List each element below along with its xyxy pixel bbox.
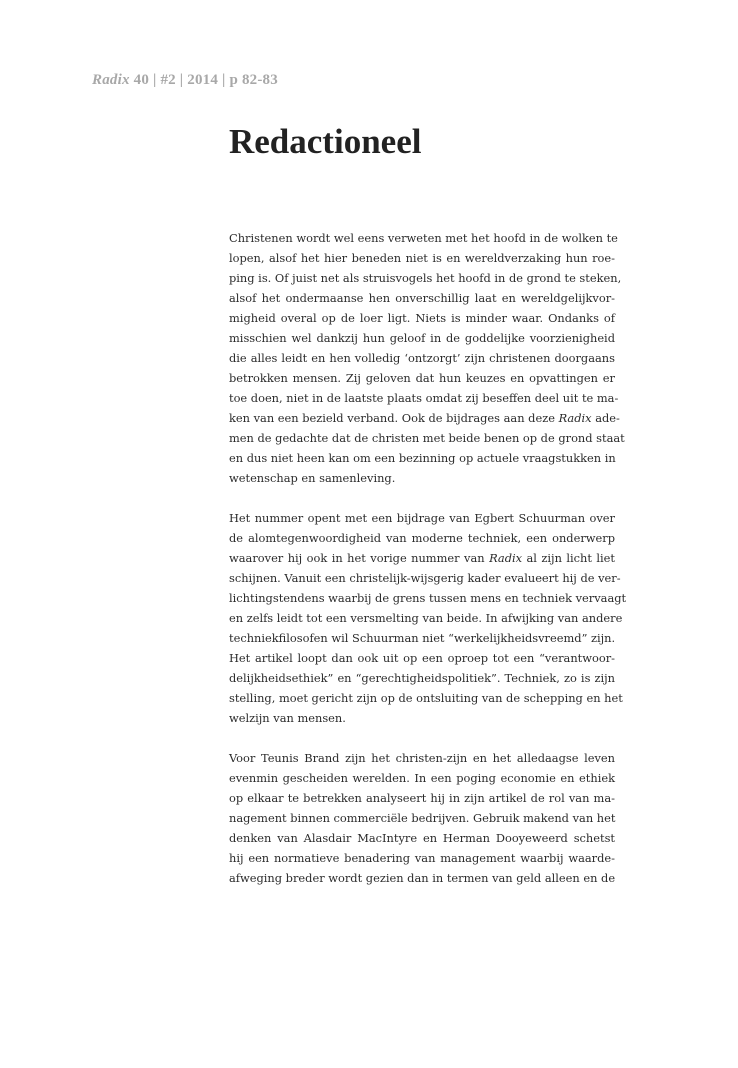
text-line	[229, 408, 620, 428]
text-line: en zelfs leidt tot een versmelting van beide. In afwijking van andere	[229, 611, 623, 625]
issue-info: 40 | #2 | 2014 | p 82-83	[129, 72, 278, 88]
paragraph	[229, 748, 615, 888]
paragraph	[229, 228, 625, 488]
text-line	[229, 548, 615, 568]
article-body	[229, 228, 627, 908]
text-line: Christenen wordt wel eens verweten met het hoofd in de wolken te	[229, 231, 618, 245]
text-line: Het nummer opent met een bijdrage van Egbert Schuurman over	[229, 511, 615, 525]
text-line: techniekfilosofen wil Schuurman niet “werkelijkheidsvreemd” zijn.	[229, 631, 616, 645]
text-line: de alomtegenwoordigheid van moderne techniek, een onderwerp	[229, 531, 615, 545]
text-line: lopen, alsof het hier beneden niet is en wereldverzaking hun roe-	[229, 251, 615, 265]
article-title: Redactioneel	[229, 122, 422, 161]
text-line: men de gedachte dat de christen met beide benen op de grond staat	[229, 431, 625, 445]
text-line: toe doen, niet in de laatste plaats omdat zij beseffen deel uit te ma-	[229, 391, 619, 405]
text-line: hij een normatieve benadering van management waarbij waarde-	[229, 851, 615, 865]
journal-name-inline: Radix	[558, 411, 592, 425]
text-line: migheid overal op de loer ligt. Niets is minder waar. Ondanks of	[229, 311, 615, 325]
text-line: misschien wel dankzij hun geloof in de goddelijke voorzienigheid	[229, 331, 615, 345]
journal-name: Radix	[92, 72, 130, 88]
text-line: en dus niet heen kan om een bezinning op actuele vraagstukken in	[229, 451, 616, 465]
text-segment: ken van een bezield verband. Ook de bijdrages aan deze	[229, 411, 559, 425]
running-head	[92, 72, 278, 89]
text-line: schijnen. Vanuit een christelijk-wijsgerig kader evalueert hij de ver-	[229, 571, 621, 585]
text-segment: al zijn licht liet	[522, 551, 615, 565]
text-line: lichtingstendens waarbij de grens tussen mens en techniek vervaagt	[229, 591, 627, 605]
text-line: betrokken mensen. Zij geloven dat hun keuzes en opvattingen er	[229, 371, 615, 385]
text-line: die alles leidt en hen volledig ‘ontzorgt’ zijn christenen doorgaans	[229, 351, 615, 365]
text-line: wetenschap en samenleving.	[229, 471, 396, 485]
text-line: alsof het ondermaanse hen onverschillig laat en wereldgelijkvor-	[229, 291, 615, 305]
text-line: evenmin gescheiden werelden. In een poging economie en ethiek	[229, 771, 615, 785]
journal-name-inline: Radix	[489, 551, 523, 565]
text-segment: waarover hij ook in het vorige nummer van	[229, 551, 490, 565]
text-line: afweging breder wordt gezien dan in termen van geld alleen en de	[229, 871, 616, 885]
text-line: welzijn van mensen.	[229, 711, 346, 725]
text-line: op elkaar te betrekken analyseert hij in zijn artikel de rol van ma-	[229, 791, 615, 805]
text-segment: ade-	[591, 411, 620, 425]
paragraph	[229, 508, 627, 728]
text-line: nagement binnen commerciële bedrijven. Gebruik makend van het	[229, 811, 616, 825]
text-line: Het artikel loopt dan ook uit op een oproep tot een “verantwoor-	[229, 651, 615, 665]
text-line: denken van Alasdair MacIntyre en Herman Dooyeweerd schetst	[229, 831, 615, 845]
text-line: ping is. Of juist net als struisvogels het hoofd in de grond te steken,	[229, 271, 622, 285]
text-line: Voor Teunis Brand zijn het christen-zijn en het alledaagse leven	[229, 751, 615, 765]
text-line: delijkheidsethiek” en “gerechtigheidspolitiek”. Techniek, zo is zijn	[229, 671, 615, 685]
text-line: stelling, moet gericht zijn op de ontsluiting van de schepping en het	[229, 691, 623, 705]
